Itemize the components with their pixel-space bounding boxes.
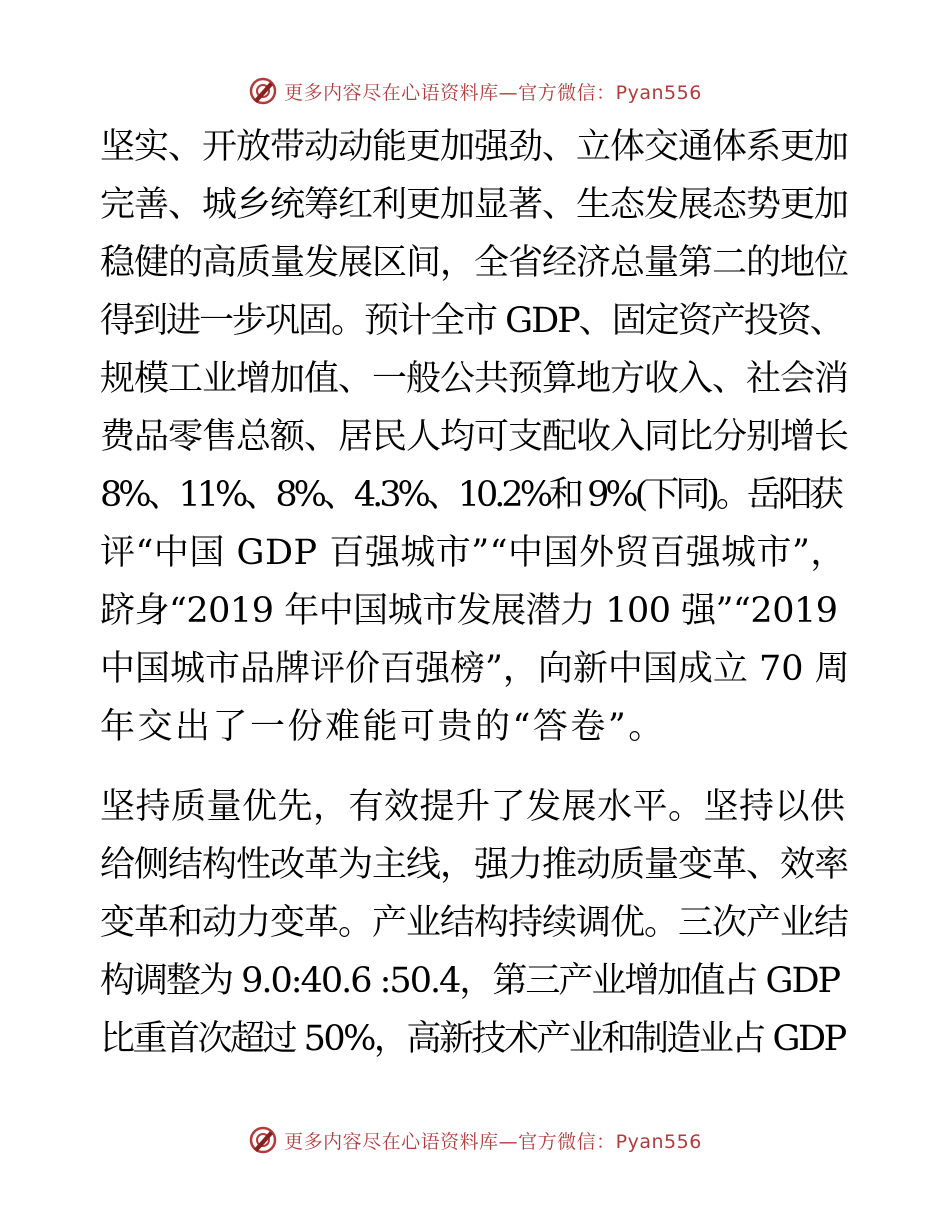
text-line: 评“中国 GDP 百强城市”“中国外贸百强城市”， (100, 533, 846, 573)
text-line: 中国城市品牌评价百强榜”，向新中国成立 70 周 (100, 649, 850, 689)
header-watermark (0, 74, 950, 108)
pen-logo-icon (248, 1125, 278, 1155)
text-line: 年交出了一份难能可贵的“答卷”。 (100, 707, 666, 747)
text-line: 构调整为 9.0:40.6 :50.4，第三产业增加值占 GDP (100, 961, 840, 1001)
pen-logo-icon (248, 76, 278, 106)
text-line: 坚持质量优先，有效提升了发展水平。坚持以供 (100, 787, 846, 827)
text-line: 完善、城乡统筹红利更加显著、生态发展态势更加 (100, 185, 849, 225)
text-line: 稳健的高质量发展区间，全省经济总量第二的地位 (100, 243, 849, 283)
text-line: 费品零售总额、居民人均可支配收入同比分别增长 (100, 417, 849, 457)
watermark-text: 更多内容尽在心语资料库—官方微信：Pyan556 (284, 81, 702, 104)
text-line: 给侧结构性改革为主线，强力推动质量变革、效率 (100, 845, 849, 885)
text-line: 跻身“2019 年中国城市发展潜力 100 强”“2019 (100, 591, 838, 631)
text-line: 比重首次超过 50%，高新技术产业和制造业占 GDP (100, 1019, 845, 1059)
watermark-text: 更多内容尽在心语资料库—官方微信：Pyan556 (284, 1130, 702, 1153)
text-line: 规模工业增加值、一般公共预算地方收入、社会消 (100, 359, 849, 399)
footer-watermark (0, 1123, 950, 1157)
text-line: 8%、11%、8%、4.3%、10.2%和 9%(下同)。岳阳获 (100, 475, 840, 515)
text-line: 坚实、开放带动动能更加强劲、立体交通体系更加 (100, 127, 849, 167)
text-line: 得到进一步巩固。预计全市 GDP、固定资产投资、 (100, 301, 843, 341)
text-line: 变革和动力变革。产业结构持续调优。三次产业结 (100, 903, 849, 943)
